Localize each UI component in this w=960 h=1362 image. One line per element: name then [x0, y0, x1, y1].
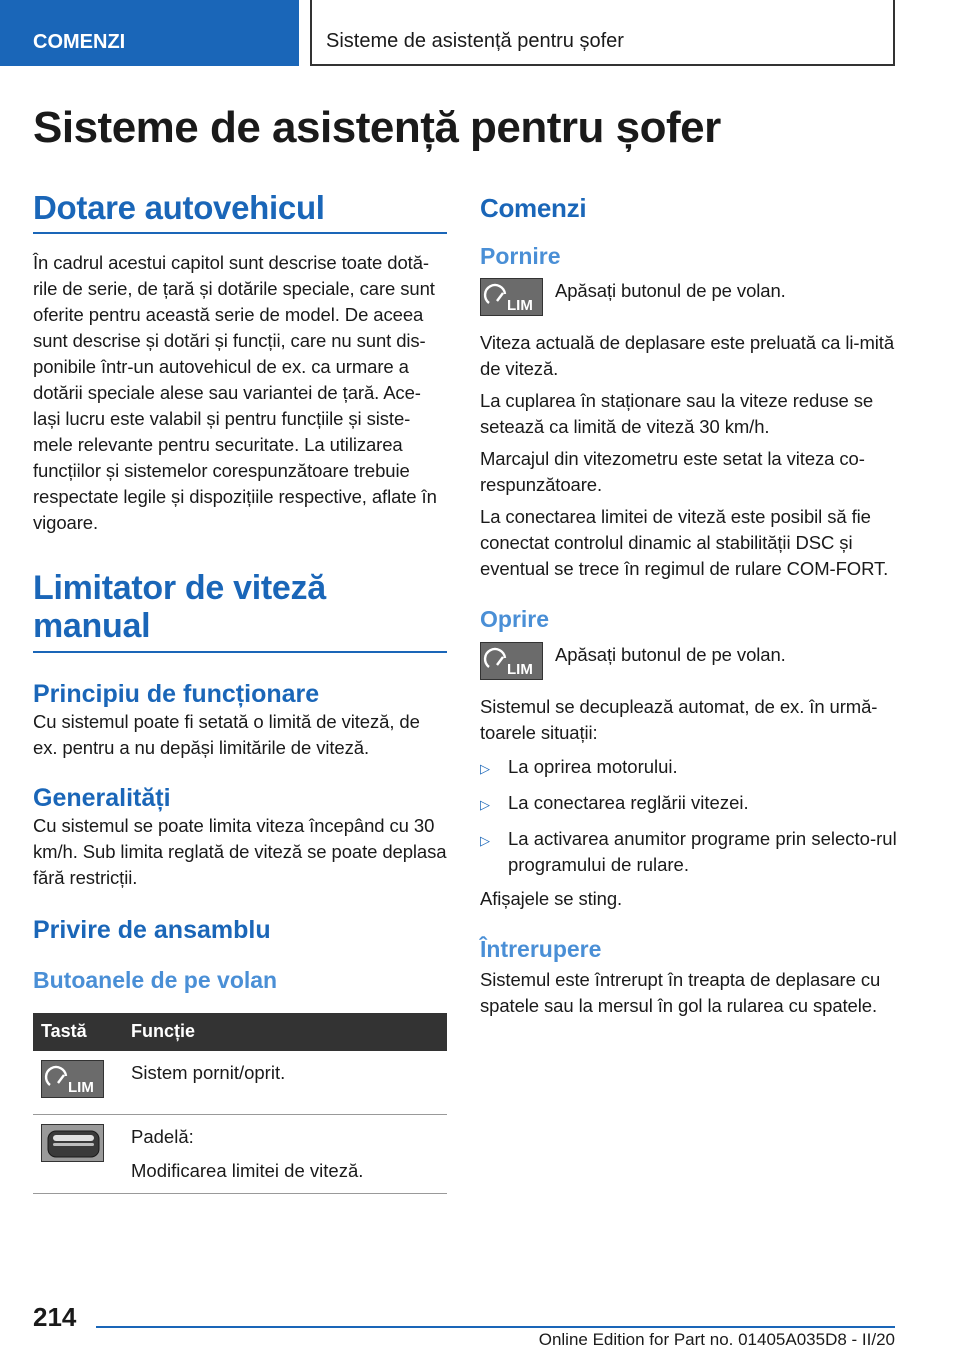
limitator-heading: Limitator de viteză manual — [33, 570, 447, 653]
triangle-bullet-icon: ▷ — [480, 760, 490, 776]
col-function-header: Funcție — [123, 1013, 447, 1051]
left-column — [33, 190, 447, 1194]
intrerupere-text: Sistemul este întrerupt în treapta de deplasare cu spatele sau la mersul în gol la rularea cu spatele. — [480, 969, 881, 1017]
principiu-text: Cu sistemul poate fi setată o limită de viteză, de ex. pentru a nu depăși limitările de viteză. — [33, 711, 420, 759]
table-cell-function — [123, 1051, 447, 1115]
keys-table — [33, 1013, 447, 1194]
right-column — [480, 190, 900, 1019]
oprire-icon-row — [480, 642, 900, 680]
triangle-bullet-icon: ▷ — [480, 796, 490, 812]
principiu-heading: Principiu de funcționare — [33, 680, 320, 709]
col-key-header: Tastă — [33, 1013, 123, 1051]
table-cell-icon — [33, 1114, 123, 1193]
lim-button-icon — [41, 1060, 104, 1098]
list-item-text: La activarea anumitor programe prin selecto-rul programului de rulare. — [508, 827, 897, 875]
generalitati-heading: Generalități — [33, 784, 171, 813]
pornire-icon-text: Apăsați butonul de pe volan. — [555, 280, 786, 302]
chapter-tab[interactable]: Sisteme de asistență pentru șofer — [311, 0, 895, 66]
function-text-detail: Modificarea limitei de viteză. — [131, 1159, 364, 1181]
top-bar — [0, 0, 960, 66]
page-title: Sisteme de asistență pentru șofer — [33, 103, 721, 152]
list-item — [480, 754, 900, 782]
footer-divider — [96, 1326, 895, 1328]
page-number: 214 — [33, 1302, 77, 1332]
lim-label: LIM — [68, 1078, 94, 1096]
pornire-p1: Viteza actuală de deplasare este preluată ca li-mită de viteză. — [480, 332, 895, 380]
pornire-icon-row — [480, 278, 900, 316]
pornire-heading: Pornire — [480, 242, 561, 269]
table-row — [33, 1051, 447, 1115]
dotare-text: În cadrul acestui capitol sunt descrise toate dotă-rile de serie, de țară și dotările speciale, care sunt oferite pentru această serie de model. De aceea sunt descrise și dotări și funcții, care nu sunt dis-ponibile într-un autovehicul de ex. ca urmare a dotării speciale alese sau variantei de țară. Ace-lași lucru este valabil și pentru funcțiile și siste-mele relevante pentru securitate. La utilizarea funcțiilor și sistemelor corespunzătoare trebuie respectate legile și dispozițiile respective, aflate în vigoare. — [33, 252, 437, 534]
table-cell-icon — [33, 1051, 123, 1115]
list-item-text: La oprirea motorului. — [508, 755, 678, 777]
comenzi-heading: Comenzi — [480, 193, 587, 223]
privire-heading: Privire de ansamblu — [33, 916, 271, 945]
function-text: Sistem pornit/oprit. — [131, 1061, 286, 1083]
lim-label: LIM — [507, 297, 533, 315]
oprire-icon-text: Apăsați butonul de pe volan. — [555, 643, 786, 665]
table-cell-function — [123, 1114, 447, 1193]
table-row — [33, 1114, 447, 1193]
lim-label: LIM — [507, 660, 533, 678]
oprire-heading: Oprire — [480, 606, 550, 633]
oprire-p2: Afișajele se sting. — [480, 887, 623, 909]
butoane-heading: Butoanele de pe volan — [33, 967, 278, 994]
list-item — [480, 790, 900, 818]
pornire-p4: La conectarea limitei de viteză este posibil să fie conectat controlul dinamic al stabilității DSC și eventual se trece în regimul de rulare COM-FORT. — [480, 506, 889, 580]
generalitati-text: Cu sistemul se poate limita viteza începând cu 30 km/h. Sub limita reglată de viteză se poate deplasa fără restricții. — [33, 815, 447, 889]
triangle-bullet-icon: ▷ — [480, 832, 490, 848]
pornire-p3: Marcajul din vitezometru este setat la viteza co-respunzătoare. — [480, 448, 865, 496]
table-header-row — [33, 1013, 447, 1051]
footer-edition: Online Edition for Part no. 01405A035D8 - II/20 — [538, 1330, 895, 1349]
intrerupere-heading: Întrerupere — [480, 935, 602, 962]
oprire-p1: Sistemul se decuplează automat, de ex. în urmă-toarele situații: — [480, 695, 878, 743]
paddle-icon — [41, 1124, 104, 1162]
lim-button-icon — [480, 642, 543, 680]
lim-button-icon — [480, 278, 543, 316]
section-tab[interactable]: COMENZI — [0, 0, 299, 66]
dotare-heading: Dotare autovehicul — [33, 190, 447, 234]
list-item-text: La conectarea reglării vitezei. — [508, 791, 749, 813]
pornire-p2: La cuplarea în staționare sau la viteze reduse se setează ca limită de viteză 30 km/h. — [480, 390, 874, 438]
function-text: Padelă: — [131, 1125, 194, 1147]
list-item — [480, 826, 900, 878]
